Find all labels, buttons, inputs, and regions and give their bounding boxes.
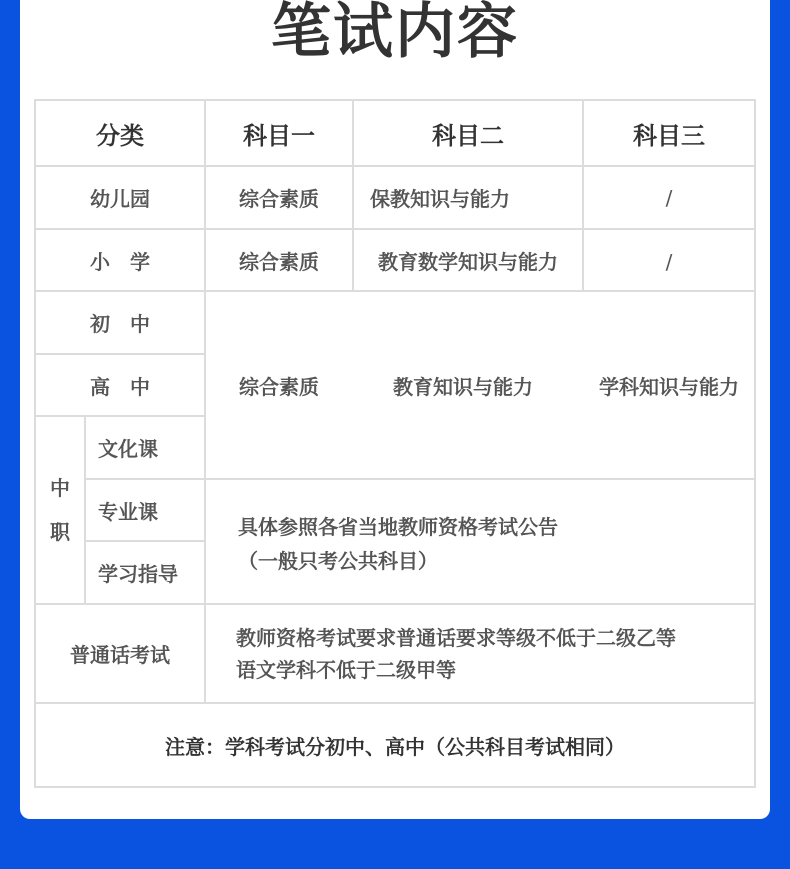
row-label-mandarin: 普通话考试 [70,643,170,667]
secondary-subject-1: 综合素质 [239,374,319,399]
vocational-note-line-2: （一般只考公共科目） [238,549,438,573]
header-category: 分类 [96,121,144,150]
primary-subject-3: / [665,250,673,274]
vocational-label-top: 中 [50,476,70,500]
vocational-note [238,506,738,582]
mandarin-requirement [236,605,746,702]
primary-subject-2: 教育数学知识与能力 [378,249,558,274]
row-label-kindergarten: 幼儿园 [90,187,150,211]
kindergarten-subject-3: / [665,185,673,210]
secondary-subject-3: 学科知识与能力 [599,374,739,399]
header-subject-3: 科目三 [633,121,705,150]
mandarin-line-1: 教师资格考试要求普通话要求等级不低于二级乙等 [236,625,676,650]
row-label-senior: 高 中 [90,374,150,399]
secondary-subject-2: 教育知识与能力 [393,374,533,399]
kindergarten-subject-2: 保教知识与能力 [370,187,510,211]
header-subject-1: 科目一 [243,121,315,150]
vocational-culture: 文化课 [98,437,158,461]
primary-subject-1: 综合素质 [239,249,319,274]
mandarin-line-2: 语文学科不低于二级甲等 [236,657,456,682]
exam-content-table [34,99,756,788]
vocational-label-bottom: 职 [50,520,70,544]
notice-text: 注意：学科考试分初中、高中（公共科目考试相同） [165,734,625,759]
header-subject-2: 科目二 [432,121,504,150]
vocational-guidance: 学习指导 [98,562,178,586]
page-title: 笔试内容 [271,0,519,67]
row-label-vocational [36,417,84,603]
row-label-primary: 小 学 [90,249,150,274]
vocational-major: 专业课 [98,499,158,524]
vocational-note-line-1: 具体参照各省当地教师资格考试公告 [238,515,558,539]
kindergarten-subject-1: 综合素质 [239,187,319,211]
row-label-junior: 初 中 [90,312,150,336]
